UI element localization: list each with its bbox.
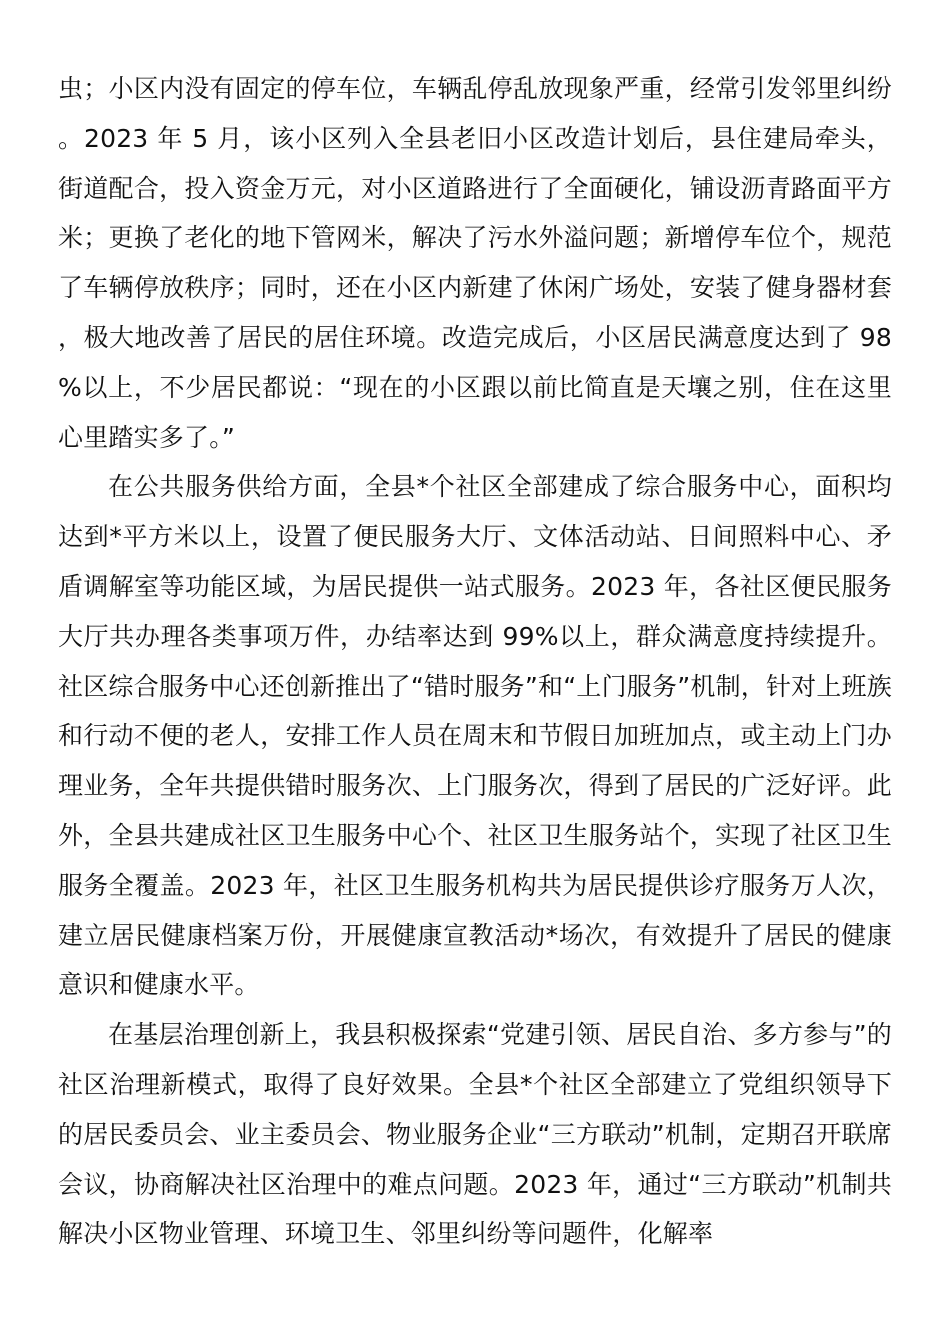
paragraph-public-services: 在公共服务供给方面，全县*个社区全部建成了综合服务中心，面积均达到*平方米以上，设置了便民服务大厅、文体活动站、日间照料中心、矛盾调解室等功能区域，为居民提供一站式服务。2023 年，各社区便民服务大厅共办理各类事项万件，办结率达到 99%以上，群众满意度持续提升。社区综合服务中心还创新推出了“错时服务”和“上门服务”机制，针对上班族和行动不便的老人，安排工作人员在周末和节假日加班加点，或主动上门办理业务，全年共提供错时服务次、上门服务次，得到了居民的广泛好评。此外，全县共建成社区卫生服务中心个、社区卫生服务站个，实现了社区卫生服务全覆盖。2023 年，社区卫生服务机构共为居民提供诊疗服务万人次，建立居民健康档案万份，开展健康宣教活动*场次，有效提升了居民的健康意识和健康水平。 bbox=[58, 472, 892, 1000]
paragraph-continuation: 虫；小区内没有固定的停车位，车辆乱停乱放现象严重，经常引发邻里纠纷。2023 年 5 月，该小区列入全县老旧小区改造计划后，县住建局牵头，街道配合，投入资金万元，对小区道路进行了全面硬化，铺设沥青路面平方米；更换了老化的地下管网米，解决了污水外溢问题；新增停车位个，规范了车辆停放秩序；同时，还在小区内新建了休闲广场处，安装了健身器材套，极大地改善了居民的居住环境。改造完成后，小区居民满意度达到了 98%以上，不少居民都说：“现在的小区跟以前比简直是天壤之别，住在这里心里踏实多了。” bbox=[58, 74, 892, 452]
document-body bbox=[58, 64, 892, 1259]
paragraph-grassroots-governance: 在基层治理创新上，我县积极探索“党建引领、居民自治、多方参与”的社区治理新模式，取得了良好效果。全县*个社区全部建立了党组织领导下的居民委员会、业主委员会、物业服务企业“三方联动”机制，定期召开联席会议，协商解决社区治理中的难点问题。2023 年，通过“三方联动”机制共解决小区物业管理、环境卫生、邻里纠纷等问题件，化解率 bbox=[58, 1020, 892, 1249]
